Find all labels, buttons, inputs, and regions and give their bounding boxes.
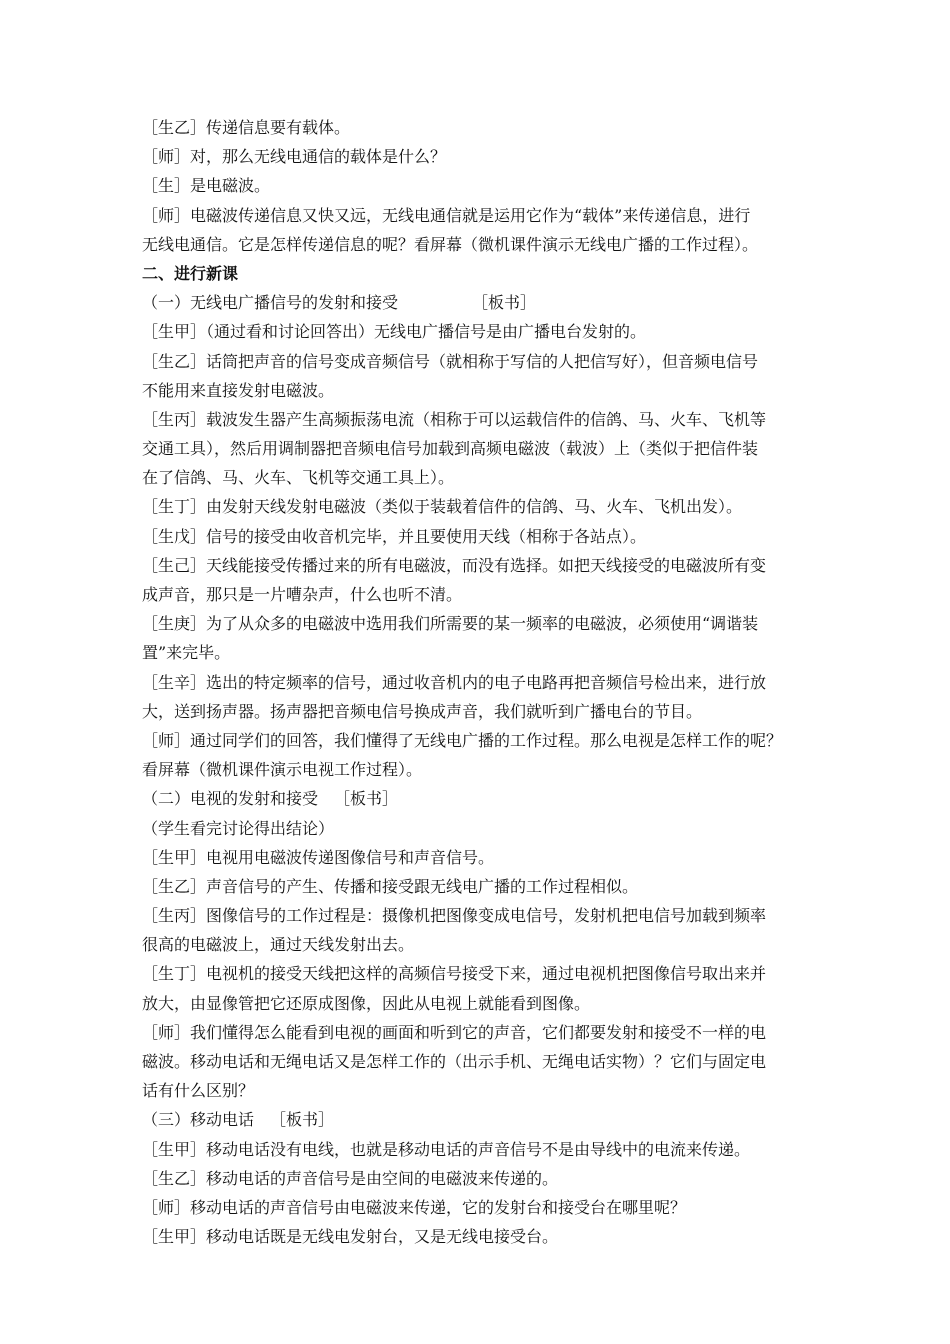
dialogue-line: ［生己］天线能接受传播过来的所有电磁波，而没有选择。如把天线接受的电磁波所有变	[142, 555, 767, 575]
dialogue-line: ［生甲］移动电话既是无线电发射台，又是无线电接受台。	[142, 1227, 559, 1247]
dialogue-line: ［生庚］为了从众多的电磁波中选用我们所需要的某一频率的电磁波，必须使用“调谐装	[142, 614, 759, 634]
dialogue-line: 置”来完毕。	[142, 643, 231, 663]
dialogue-line: 在了信鸽、马、火车、飞机等交通工具上）。	[142, 468, 455, 488]
dialogue-line: ［生丁］电视机的接受天线把这样的高频信号接受下来，通过电视机把图像信号取出来并	[142, 964, 767, 984]
subsection-heading	[142, 288, 822, 317]
dialogue-line: 不能用来直接发射电磁波。	[142, 380, 335, 400]
dialogue-line: ［生丁］由发射天线发射电磁波（类似于装载着信件的信鸽、马、火车、飞机出发）。	[142, 497, 743, 517]
dialogue-line: 看屏幕（微机课件演示电视工作过程）。	[142, 760, 423, 780]
subsection-title: （二）电视的发射和接受	[142, 789, 319, 809]
subsection-title: （三）移动电话	[142, 1110, 255, 1130]
dialogue-line: ［生乙］声音信号的产生、传播和接受跟无线电广播的工作过程相似。	[142, 876, 639, 896]
dialogue-line: ［师］我们懂得怎么能看到电视的画面和听到它的声音，它们都要发射和接受不一样的电	[142, 1022, 767, 1042]
board-tag: ［板书］	[334, 789, 399, 809]
dialogue-line: ［生乙］传递信息要有载体。	[142, 118, 351, 137]
board-tag: ［板书］	[270, 1110, 335, 1130]
dialogue-line: ［生甲］（通过看和讨论回答出）无线电广播信号是由广播电台发射的。	[142, 322, 647, 342]
dialogue-line: 成声音，那只是一片嘈杂声，什么也听不清。	[142, 585, 463, 604]
dialogue-line: ［师］移动电话的声音信号由电磁波来传递，它的发射台和接受台在哪里呢？	[142, 1197, 687, 1217]
dialogue-line: 大，送到扬声器。扬声器把音频电信号换成声音，我们就听到广播电台的节目。	[142, 701, 703, 721]
dialogue-line: ［生甲］移动电话没有电线，也就是移动电话的声音信号不是由导线中的电流来传递。	[142, 1139, 751, 1159]
dialogue-line: ［生戊］信号的接受由收音机完毕，并且要使用天线（相称于各站点）。	[142, 526, 647, 546]
board-tag: ［板书］	[472, 293, 537, 313]
dialogue-line: 磁波。移动电话和无绳电话又是怎样工作的（出示手机、无绳电话实物）？它们与固定电	[142, 1052, 767, 1071]
dialogue-line: ［师］电磁波传递信息又快又远，无线电通信就是运用它作为“载体”来传递信息，进行	[142, 205, 751, 225]
dialogue-line: 放大，由显像管把它还原成图像，因此从电视上就能看到图像。	[142, 993, 591, 1013]
dialogue-line: ［生乙］话筒把声音的信号变成音频信号（就相称于写信的人把信写好），但音频电信号	[142, 351, 759, 371]
dialogue-line: ［生］是电磁波。	[142, 176, 271, 196]
dialogue-line: 交通工具），然后用调制器把音频电信号加载到高频电磁波（载波）上（类似于把信件装	[142, 439, 759, 459]
subsection-heading	[142, 1105, 822, 1134]
dialogue-line: ［师］对，那么无线电通信的载体是什么？	[142, 147, 447, 167]
dialogue-line: ［生乙］移动电话的声音信号是由空间的电磁波来传递的。	[142, 1168, 559, 1188]
subsection-title: （一）无线电广播信号的发射和接受	[142, 293, 399, 313]
dialogue-line: 很高的电磁波上，通过天线发射出去。	[142, 935, 415, 955]
dialogue-line: 话有什么区别？	[142, 1081, 255, 1101]
dialogue-line: ［生甲］电视用电磁波传递图像信号和声音信号。	[142, 847, 495, 867]
dialogue-line: ［师］通过同学们的回答，我们懂得了无线电广播的工作过程。那么电视是怎样工作的呢？	[142, 730, 783, 750]
dialogue-line: （学生看完讨论得出结论）	[142, 818, 335, 838]
dialogue-line: ［生丙］图像信号的工作过程是：摄像机把图像变成电信号，发射机把电信号加载到频率	[142, 906, 767, 926]
document-body	[142, 113, 822, 1251]
dialogue-line: ［生辛］选出的特定频率的信号，通过收音机内的电子电路再把音频信号检出来，进行放	[142, 672, 767, 692]
subsection-heading	[142, 784, 822, 813]
dialogue-line: 无线电通信。它是怎样传递信息的呢？看屏幕（微机课件演示无线电广播的工作过程）。	[142, 234, 759, 254]
section-heading: 二、进行新课	[142, 263, 239, 283]
dialogue-line: ［生丙］载波发生器产生高频振荡电流（相称于可以运载信件的信鸽、马、火车、飞机等	[142, 409, 767, 429]
